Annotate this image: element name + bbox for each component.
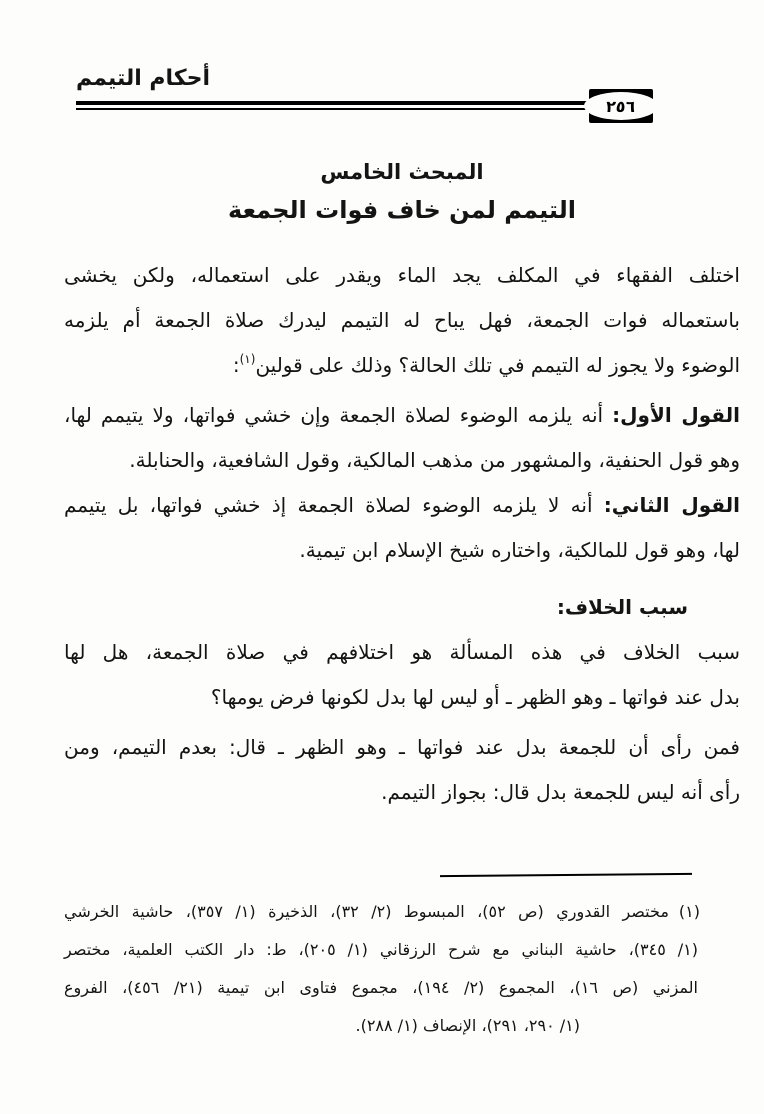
text-line: وهو قول الحنفية، والمشهور من مذهب المالكية، وقول الشافعية، والحنابلة. <box>129 448 740 472</box>
paragraph-second-opinion <box>64 483 740 573</box>
footnotes-block <box>64 893 700 1045</box>
text-run: : <box>232 353 240 377</box>
page-number-ellipse <box>584 92 658 120</box>
text-run: مختصر القدوري (ص ٥٢)، المبسوط (٢/ ٣٢)، الذخيرة (١/ ٣٥٧)، حاشية الخرشي <box>64 902 669 921</box>
footnote-separator <box>440 873 692 877</box>
text-line: بدل عند فواتها ـ وهو الظهر ـ أو ليس لها بدل لكونها فرض يومها؟ <box>210 685 740 709</box>
body-text <box>64 253 740 815</box>
header-rule <box>76 101 592 110</box>
text-run: أنه يلزمه الوضوء لصلاة الجمعة وإن خشي فواتها، ولا يتيمم لها، <box>64 403 604 427</box>
page-number: ٢٥٦ <box>605 96 637 116</box>
text-line: سبب الخلاف في هذه المسألة هو اختلافهم في صلاة الجمعة، هل لها <box>64 640 740 664</box>
footnote-ref: (١) <box>239 352 256 366</box>
page-number-badge <box>589 89 653 123</box>
text-line: لها، وهو قول للمالكية، واختاره شيخ الإسلام ابن تيمية. <box>299 538 740 562</box>
text-line <box>64 343 740 388</box>
opinion-two-label: القول الثاني: <box>603 493 741 517</box>
footnote-marker: (١) <box>678 902 700 921</box>
footnote-line: (١/ ٣٤٥)، حاشية البناني مع شرح الرزقاني (١/ ٢٠٥)، ط: دار الكتب العلمية، مختصر <box>64 940 698 959</box>
footnote-line <box>64 893 700 931</box>
opinion-one-label: القول الأول: <box>612 403 740 427</box>
paragraph-conclusion <box>64 725 740 815</box>
page-content <box>64 160 740 815</box>
text-run: أنه لا يلزمه الوضوء لصلاة الجمعة إذ خشي فواتها، بل يتيمم <box>64 493 593 517</box>
text-line: اختلف الفقهاء في المكلف يجد الماء ويقدر على استعماله، ولكن يخشى <box>64 263 740 287</box>
running-title: أحكام التيمم <box>76 66 210 91</box>
text-line: فمن رأى أن للجمعة بدل عند فواتها ـ وهو الظهر ـ قال: بعدم التيمم، ومن <box>64 735 740 759</box>
paragraph-intro <box>64 253 740 388</box>
text-line: رأى أنه ليس للجمعة بدل قال: بجواز التيمم. <box>381 780 740 804</box>
footnote-line: (١/ ٢٩٠، ٢٩١)، الإنصاف (١/ ٢٨٨). <box>355 1016 580 1035</box>
section-kicker: المبحث الخامس <box>320 160 484 184</box>
paragraph-first-opinion <box>64 393 740 483</box>
text-line: باستعماله فوات الجمعة، فهل يباح له التيمم ليدرك صلاة الجمعة أم يلزمه <box>64 308 740 332</box>
footnote-line: المزني (ص ١٦)، المجموع (٢/ ١٩٤)، مجموع فتاوى ابن تيمية (٢١/ ٤٥٦)، الفروع <box>64 978 698 997</box>
paragraph-dispute-explanation <box>64 630 740 720</box>
section-title: التيمم لمن خاف فوات الجمعة <box>228 196 576 224</box>
subheading-reason-of-dispute: سبب الخلاف: <box>556 595 688 619</box>
text-line <box>64 483 740 528</box>
text-run: الوضوء ولا يجوز له التيمم في تلك الحالة؟ وذلك على قولين <box>255 353 740 377</box>
text-line <box>64 393 740 438</box>
